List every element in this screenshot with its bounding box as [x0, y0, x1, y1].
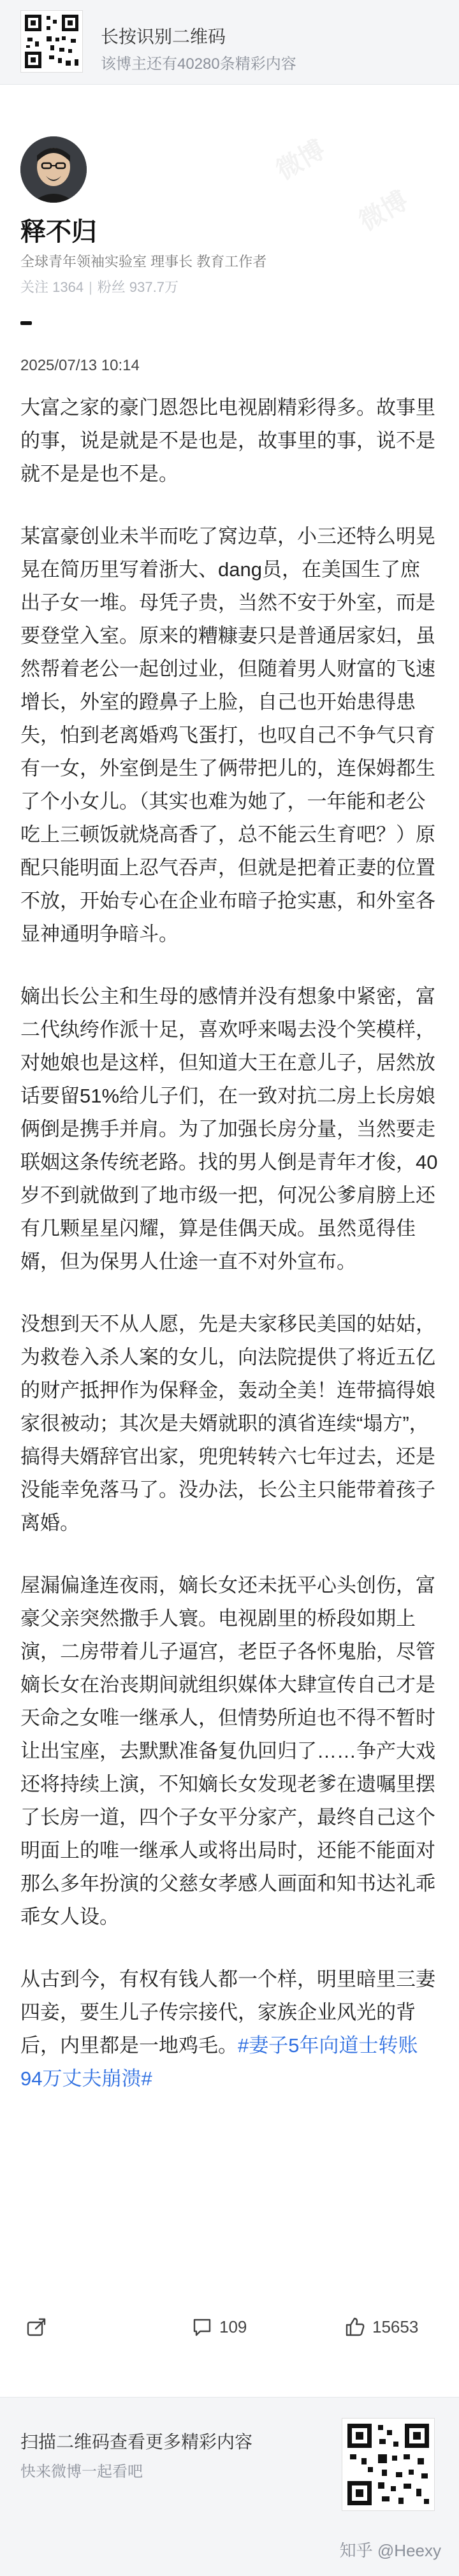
qr-code-icon[interactable] [342, 2418, 435, 2511]
post-paragraph: 嫡出长公主和生母的感情并没有想象中紧密，富二代纨绔作派十足，喜欢呼来喝去没个笑模样，对她娘也是这样，但知道大王在意儿子，居然放话要留51%给儿子们，在一致对抗二房上长房娘俩倒是携手并肩。为了加强长房分量，当然要走联姻这条传统老路。找的男人倒是青年才俊，40岁不到就做到了地市级一把，何况公爹肩膀上还有几颗星星闪耀，算是佳偶天成。虽然觅得佳婿，但为保男人仕途一直不对外宣布。 [20, 985, 438, 1273]
section-divider [20, 321, 32, 325]
stats-divider: | [89, 279, 92, 295]
author-description: 全球青年领袖实验室 理事长 教育工作者 [20, 254, 267, 270]
thumbs-up-icon [344, 2316, 366, 2338]
post-date: 2025/07/13 10:14 [20, 357, 140, 374]
post-content [20, 391, 439, 2125]
post-paragraph-text: 从古到今，有权有钱人都一个样，明里暗里三妻四妾，要生儿子传宗接代，家族企业风光的背后，内里都是一地鸡毛。 [20, 1968, 435, 2057]
action-bar [0, 2307, 459, 2358]
qr-banner-subtitle: 该博主还有40280条精彩内容 [101, 55, 296, 73]
bottom-qr-banner [0, 2397, 459, 2576]
like-button[interactable] [344, 2316, 418, 2338]
post-paragraph: 某富豪创业未半而吃了窝边草，小三还特么明晃晃在简历里写着浙大、dang员，在美国生了庶出子女一堆。母凭子贵，当然不安于外室，而是要登堂入室。原来的糟糠妻只是普通居家妇，虽然帮着老公一起创过业，但随着男人财富的飞速增长，外室的蹬鼻子上脸，自己也开始患得患失，怕到老离婚鸡飞蛋打，也叹自己不争气只育有一女，外室倒是生了俩带把儿的，连保姆都生了个小女儿。（其实也难为她了，一年能和老公吃上三顿饭就烧高香了，总不能云生育吧？）原配只能明面上忍气吞声，但就是把着正妻的位置不放，开始专心在企业布暗子抢实惠，和外室各显神通明争暗斗。 [20, 525, 435, 945]
post-paragraph: 屋漏偏逢连夜雨，嫡长女还未抚平心头创伤，富豪父亲突然撒手人寰。电视剧里的桥段如期上演，二房带着儿子逼宫，老臣子各怀鬼胎，尽管嫡长女在治丧期间就组织媒体大肆宣传自己才是天命之女唯一继承人，但情势所迫也不得不暂时让出宝座，去默默准备复仇回归了……争产大戏还将持续上演，不知嫡长女发现老爹在遗嘱里摆了长房一道，四个子女平分家产，最终自己这个明面上的唯一继承人或将出局时，还能不能面对那么多年扮演的父慈女孝感人画面和知书达礼乖乖女人设。 [20, 1574, 435, 1928]
top-qr-banner [0, 0, 459, 85]
bottom-banner-subtitle: 快来微博一起看吧 [20, 2463, 143, 2480]
watermark: 微博 [272, 135, 330, 185]
author-stats [20, 277, 178, 296]
qr-code-icon[interactable] [20, 10, 83, 73]
post-paragraph: 没想到天不从人愿，先是夫家移民美国的姑姑，为救卷入杀人案的女儿，向法院提供了将近五亿的财产抵押作为保释金，轰动全美！连带搞得娘家很被动；其次是夫婿就职的滇省连续“塌方”，搞得夫婿辞官出家，兜兜转转六七年过去，还是没能幸免落马了。没办法，长公主只能带着孩子离婚。 [20, 1313, 435, 1534]
share-icon [26, 2316, 47, 2338]
avatar[interactable] [20, 136, 87, 203]
comment-count: 109 [219, 2317, 247, 2336]
comment-button[interactable] [191, 2316, 247, 2338]
post-paragraph-last [20, 1963, 439, 2095]
bottom-banner-title: 扫描二维码查看更多精彩内容 [20, 2432, 253, 2452]
post-paragraph: 大富之家的豪门恩怨比电视剧精彩得多。故事里的事，说是就是不是也是，故事里的事，说不是就不是是也不是。 [20, 396, 435, 485]
author-name[interactable]: 释不归 [20, 218, 97, 246]
share-button[interactable] [26, 2316, 54, 2338]
source-credit: 知乎 @Heexy [339, 2541, 441, 2560]
followers-count[interactable]: 关注 1364 [20, 279, 84, 295]
comment-icon [191, 2316, 213, 2338]
hashtag-link[interactable]: #妻子5年向道士转账94万丈夫崩溃# [20, 2034, 418, 2090]
watermark: 微博 [354, 186, 413, 236]
like-count: 15653 [372, 2317, 419, 2336]
qr-banner-title: 长按识别二维码 [101, 27, 226, 47]
fans-count[interactable]: 粉丝 937.7万 [97, 279, 178, 295]
